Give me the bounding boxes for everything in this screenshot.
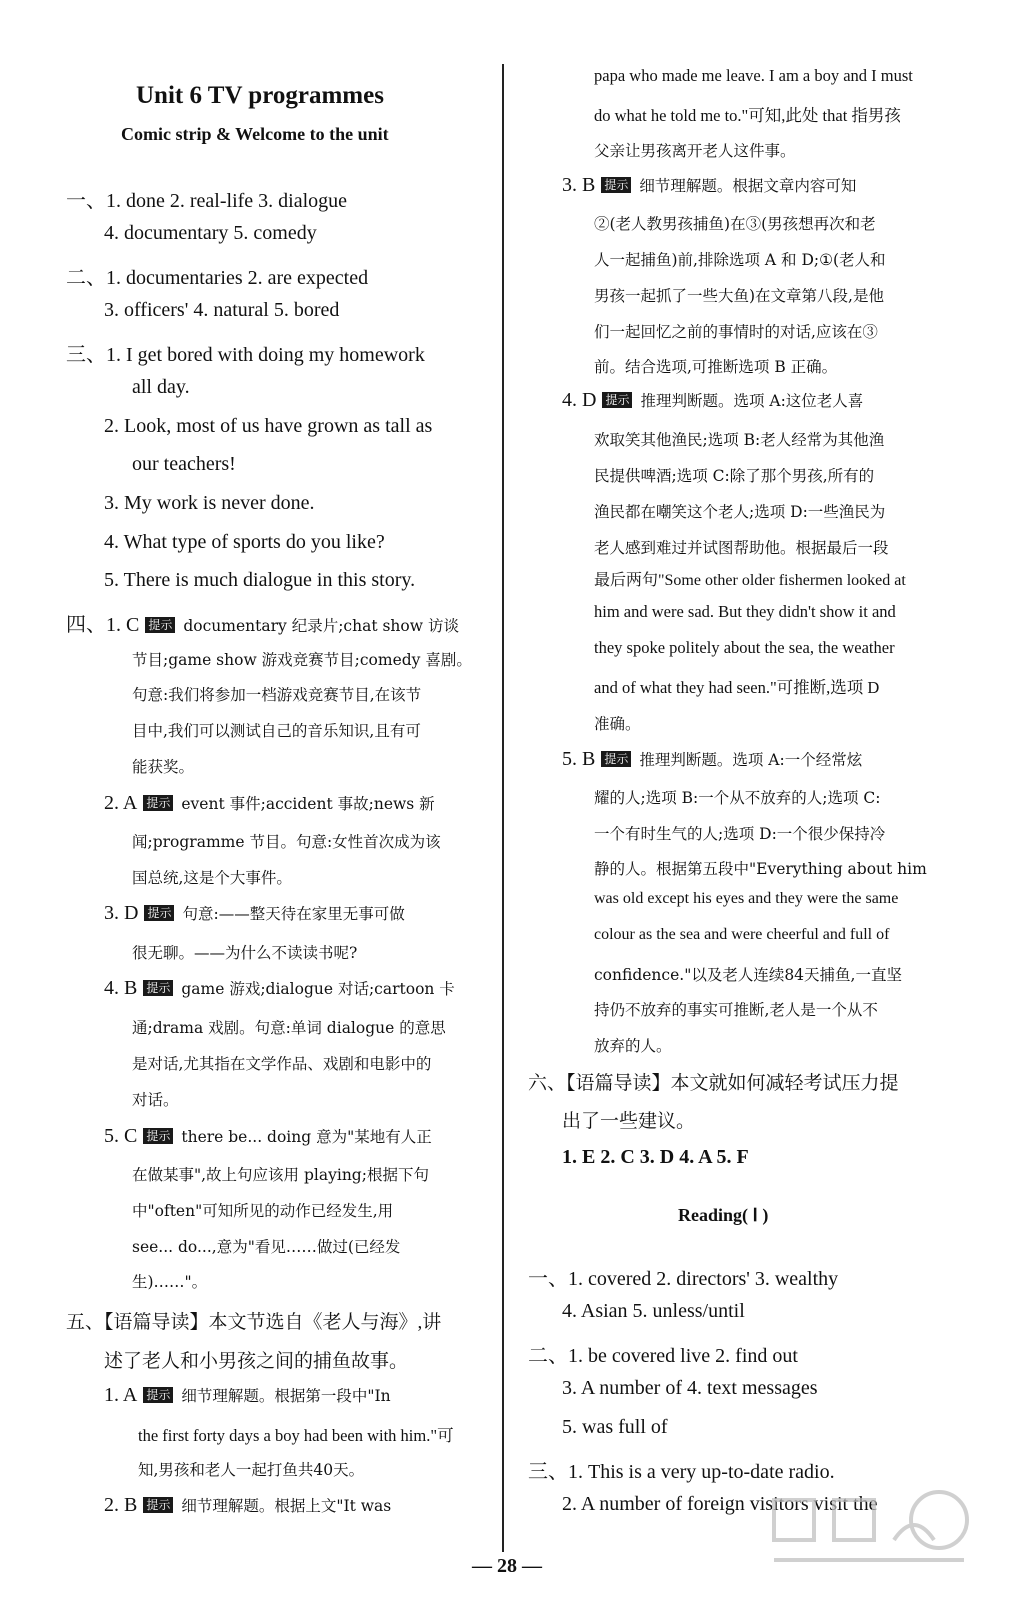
answer-line: 三、1. I get bored with doing my homework (66, 344, 425, 366)
explanation-line: 父亲让男孩离开老人这件事。 (594, 142, 796, 160)
explanation-line: 通;drama 戏剧。句意:单词 dialogue 的意思 (132, 1019, 446, 1037)
unit-title: Unit 6 TV programmes (136, 82, 384, 109)
explanation-line: 放弃的人。 (594, 1037, 672, 1055)
answer-line: 3. officers' 4. natural 5. bored (104, 299, 340, 321)
explanation-line: 民提供啤酒;选项 C:除了那个男孩,所有的 (594, 467, 875, 485)
answer-line: all day. (132, 376, 190, 398)
explanation-item: 4. B 提示 game 游戏;dialogue 对话;cartoon 卡 (104, 977, 455, 999)
explanation-line: 前。结合选项,可推断选项 B 正确。 (594, 358, 838, 376)
explanation-line: 男孩一起抓了一些大鱼)在文章第八段,是他 (594, 287, 884, 305)
answer-line: 4. Asian 5. unless/until (562, 1300, 745, 1322)
explanation-line: was old except his eyes and they were the same (594, 890, 899, 907)
explanation-item: 四、1. C 提示 documentary 纪录片;chat show 访谈 (66, 614, 459, 636)
hint-badge: 提示 (143, 1128, 173, 1144)
reading-guide: 述了老人和小男孩之间的捕鱼故事。 (104, 1351, 409, 1372)
explanation-line: 是对话,尤其指在文学作品、戏剧和电影中的 (132, 1055, 432, 1073)
explanation-line: 闻;programme 节目。句意:女性首次成为该 (132, 833, 441, 851)
explanation-item: 2. A 提示 event 事件;accident 事故;news 新 (104, 792, 435, 814)
hint-badge: 提示 (143, 1497, 173, 1513)
answer-line: 4. What type of sports do you like? (104, 531, 385, 553)
answer-line: 5. There is much dialogue in this story. (104, 569, 416, 591)
answer-line: 三、1. This is a very up-to-date radio. (528, 1461, 835, 1483)
explanation-line: 人一起捕鱼)前,排除选项 A 和 D;①(老人和 (594, 251, 886, 269)
explanation-line: him and were sad. But they didn't show it and (594, 602, 896, 621)
explanation-item: 3. B 提示 细节理解题。根据文章内容可知 (562, 174, 857, 196)
answer-line: 一、1. covered 2. directors' 3. wealthy (528, 1268, 839, 1290)
explanation-line: 生)……"。 (132, 1273, 208, 1291)
hint-badge: 提示 (144, 905, 174, 921)
hint-badge: 提示 (143, 1387, 173, 1403)
explanation-item: 4. D 提示 推理判断题。选项 A:这位老人喜 (562, 389, 864, 411)
answer-line: 3. A number of 4. text messages (562, 1377, 818, 1399)
section-title-reading: Reading( Ⅰ ) (678, 1205, 769, 1225)
explanation-line: 静的人。根据第五段中"Everything about him (594, 860, 927, 878)
explanation-line: 老人感到难过并试图帮助他。根据最后一段 (594, 539, 889, 557)
column-divider (502, 64, 504, 1552)
explanation-item: 5. C 提示 there be... doing 意为"某地有人正 (104, 1125, 432, 1147)
answer-line: 1. E 2. C 3. D 4. A 5. F (562, 1146, 749, 1168)
explanation-line: 知,男孩和老人一起打鱼共40天。 (138, 1461, 365, 1479)
explanation-line: ②(老人教男孩捕鱼)在③(男孩想再次和老 (594, 215, 876, 233)
answer-line: 2. A number of foreign visitors visit the (562, 1493, 878, 1515)
explanation-line: 们一起回忆之前的事情时的对话,应该在③ (594, 323, 878, 341)
explanation-line: confidence."以及老人连续84天捕鱼,一直坚 (594, 966, 902, 984)
reading-guide: 出了一些建议。 (562, 1111, 696, 1132)
explanation-line: 能获奖。 (132, 758, 195, 776)
explanation-item: 3. D 提示 句意:——整天待在家里无事可做 (104, 902, 405, 924)
explanation-item: 2. B 提示 细节理解题。根据上文"It was (104, 1494, 392, 1516)
explanation-line: do what he told me to."可知,此处 that 指男孩 (594, 106, 901, 125)
explanation-line: 句意:我们将参加一档游戏竞赛节目,在该节 (132, 686, 422, 704)
answer-line: our teachers! (132, 453, 236, 475)
hint-badge: 提示 (143, 795, 173, 811)
explanation-line: 节目;game show 游戏竞赛节目;comedy 喜剧。 (132, 651, 472, 669)
explanation-line: colour as the sea and were cheerful and full of (594, 926, 890, 943)
hint-badge: 提示 (601, 177, 631, 193)
explanation-line: 最后两句"Some other older fishermen looked at (594, 572, 906, 589)
explanation-item: 5. B 提示 推理判断题。选项 A:一个经常炫 (562, 748, 863, 770)
explanation-line: 耀的人;选项 B:一个从不放弃的人;选项 C: (594, 789, 881, 807)
explanation-line: they spoke politely about the sea, the weather (594, 638, 895, 657)
explanation-item: 1. A 提示 细节理解题。根据第一段中"In (104, 1384, 391, 1406)
answer-line: 二、1. be covered live 2. find out (528, 1345, 798, 1367)
section-subtitle: Comic strip & Welcome to the unit (121, 124, 389, 144)
explanation-line: see... do...,意为"看见……做过(已经发 (132, 1238, 401, 1256)
explanation-line: 一个有时生气的人;选项 D:一个很少保持冷 (594, 825, 886, 843)
answer-line: 一、1. done 2. real-life 3. dialogue (66, 190, 348, 212)
hint-badge: 提示 (602, 392, 632, 408)
explanation-line: 目中,我们可以测试自己的音乐知识,且有可 (132, 722, 421, 740)
answer-line: 2. Look, most of us have grown as tall as (104, 415, 433, 437)
answer-line: 4. documentary 5. comedy (104, 222, 317, 244)
explanation-line: 渔民都在嘲笑这个老人;选项 D:一些渔民为 (594, 503, 886, 521)
hint-badge: 提示 (601, 751, 631, 767)
explanation-line: 准确。 (594, 715, 641, 733)
explanation-line: 对话。 (132, 1091, 179, 1109)
explanation-line: 很无聊。——为什么不读读书呢? (132, 944, 358, 962)
explanation-line: and of what they had seen."可推断,选项 D (594, 678, 880, 697)
hint-badge: 提示 (145, 617, 175, 633)
explanation-line: papa who made me leave. I am a boy and I must (594, 66, 913, 85)
explanation-line: 欢取笑其他渔民;选项 B:老人经常为其他渔 (594, 431, 885, 449)
hint-badge: 提示 (143, 980, 173, 996)
reading-guide: 六、【语篇导读】本文就如何减轻考试压力提 (528, 1073, 899, 1094)
answer-line: 二、1. documentaries 2. are expected (66, 267, 369, 289)
answer-line: 3. My work is never done. (104, 492, 315, 514)
explanation-line: 国总统,这是个大事件。 (132, 869, 292, 887)
page-number: — 28 — (472, 1555, 542, 1577)
explanation-line: 在做某事",故上句应该用 playing;根据下句 (132, 1166, 429, 1184)
explanation-line: the first forty days a boy had been with him."可 (138, 1426, 454, 1445)
answer-line: 5. was full of (562, 1416, 668, 1438)
explanation-line: 中"often"可知所见的动作已经发生,用 (132, 1202, 394, 1220)
explanation-line: 持仍不放弃的事实可推断,老人是一个从不 (594, 1001, 878, 1019)
reading-guide: 五、【语篇导读】本文节选自《老人与海》,讲 (66, 1312, 442, 1333)
